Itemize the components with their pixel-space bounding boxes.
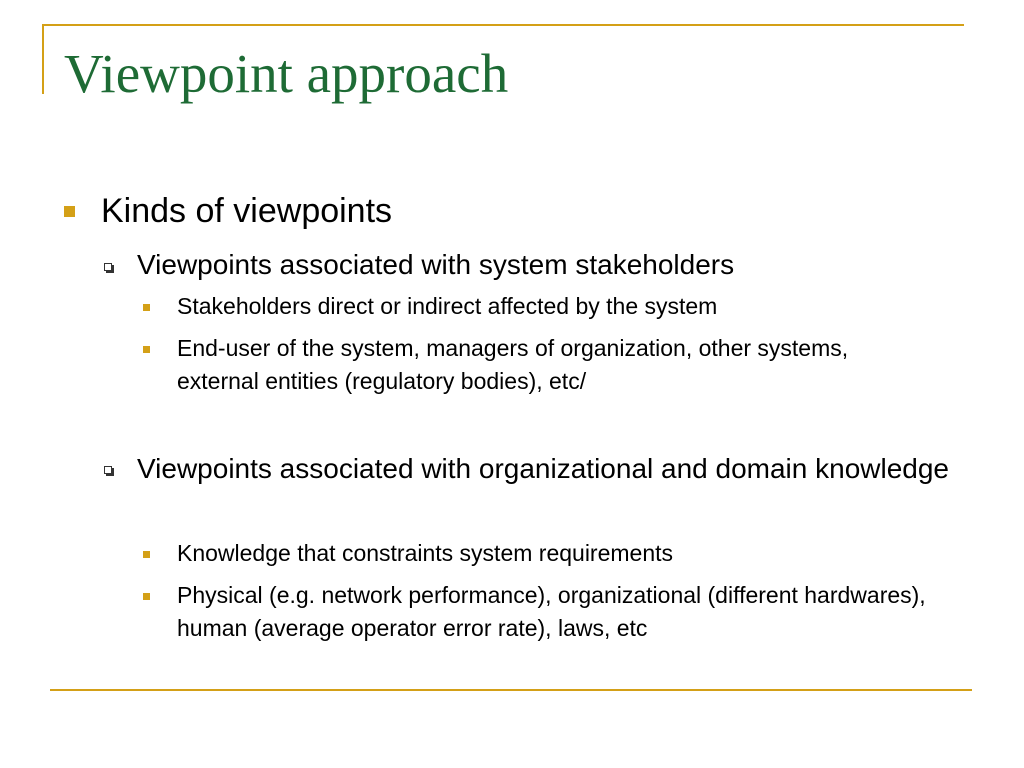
bullet-stakeholder-viewpoints: Viewpoints associated with system stakeholders [137,249,735,280]
square-bullet-icon [143,304,150,311]
square-bullet-icon [143,346,150,353]
square-bullet-icon [64,206,75,217]
square-bullet-icon [143,593,150,600]
bullet-domain-knowledge-viewpoints: Viewpoints associated with organizational and domain knowledge [137,453,949,484]
bullet-stakeholder-examples: End-user of the system, managers of organization, other systems, external entities (regulatory bodies), etc/ [177,335,849,394]
square-bullet-icon [143,551,150,558]
bullet-constraints-knowledge: Knowledge that constraints system requirements [177,540,674,566]
bullet-kinds-of-viewpoints: Kinds of viewpoints [101,192,393,230]
hollow-square-bullet-icon [104,263,112,271]
slide-title: Viewpoint approach [64,43,509,104]
bullet-stakeholders-affected: Stakeholders direct or indirect affected by the system [177,293,718,319]
hollow-square-bullet-icon [104,466,112,474]
bullet-domain-examples: Physical (e.g. network performance), organizational (different hardwares), human (average operator error rate), laws, etc [177,582,926,641]
